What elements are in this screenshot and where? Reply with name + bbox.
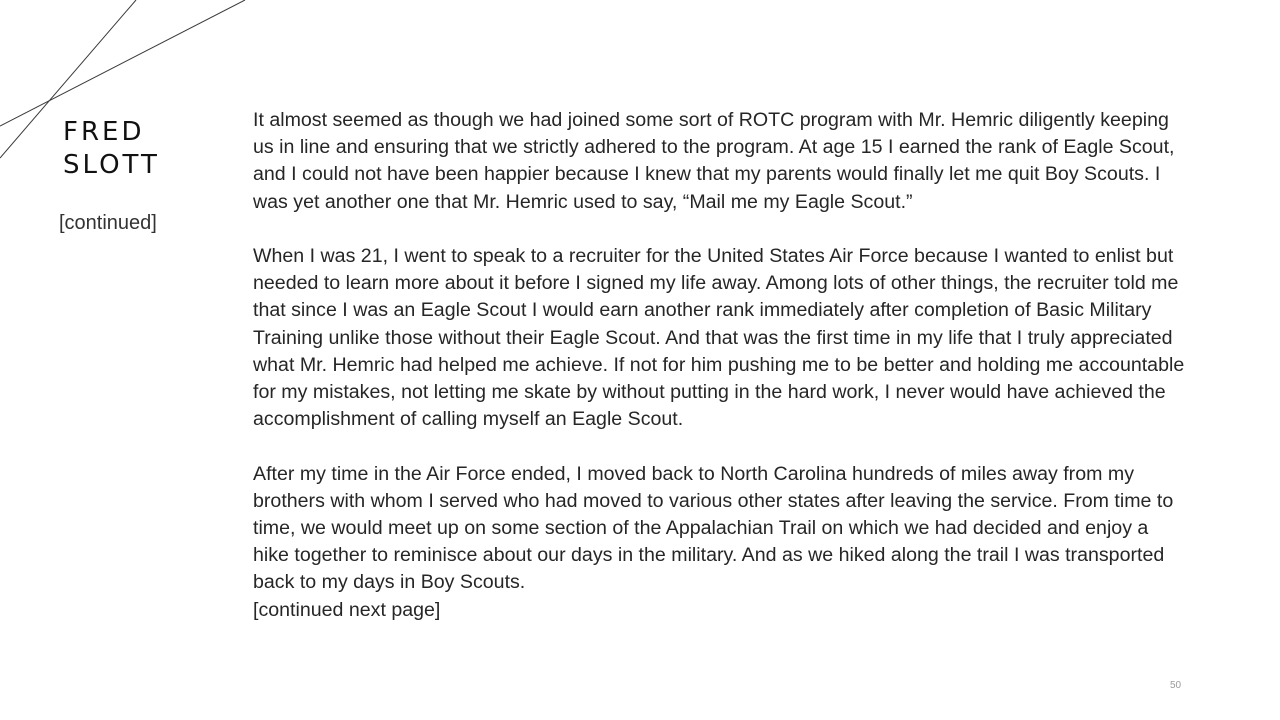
continued-subtitle: [continued] (59, 212, 157, 234)
paragraph: It almost seemed as though we had joined some sort of ROTC program with Mr. Hemric diligently keeping us in line and ensuring that we strictly adhered to the program. At age 15 I earned the rank of Eagle Scout, and I could not have been happier because I knew that my parents would finally let me quit Boy Scouts. I was yet another one that Mr. Hemric used to say, “Mail me my Eagle Scout.” (253, 109, 1175, 213)
page-number: 50 (1170, 680, 1182, 691)
decorative-line (0, 0, 245, 126)
body-text (253, 107, 1188, 624)
title-line-last-name: SLOTT (63, 150, 160, 180)
page-title (63, 116, 160, 182)
title-line-first-name: FRED (63, 117, 145, 147)
paragraph: After my time in the Air Force ended, I moved back to North Carolina hundreds of miles away from my brothers with whom I served who had moved to various other states after leaving the service. From time to time, we would meet up on some section of the Appalachian Trail on which we had decided and enjoy a hike together to reminisce about our days in the military. And as we hiked along the trail I was transported back to my days in Boy Scouts. (253, 462, 1174, 594)
continued-next-page-note: [continued next page] (253, 598, 441, 621)
paragraph: When I was 21, I went to speak to a recruiter for the United States Air Force because I wanted to enlist but needed to learn more about it before I signed my life away. Among lots of other things, the recruiter told me that since I was an Eagle Scout I would earn another rank immediately after completion of Basic Military Training unlike those without their Eagle Scout. And that was the first time in my life that I truly appreciated what Mr. Hemric had helped me achieve. If not for him pushing me to be better and holding me accountable for my mistakes, not letting me skate by without putting in the hard work, I never would have achieved the accomplishment of calling myself an Eagle Scout. (253, 245, 1185, 431)
